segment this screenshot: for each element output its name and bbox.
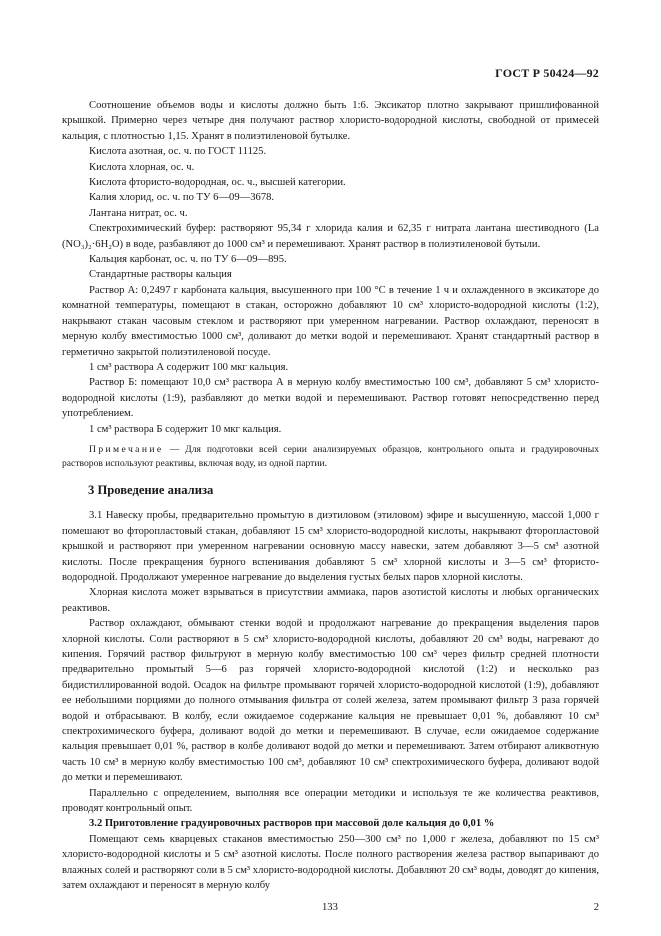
- paragraph: Спектрохимический буфер: растворяют 95,34 г хлорида калия и 62,35 г нитрата лантана шестиводного (La (NO₃)₂·6H₂O) в воде, разбавляют до 1000 см³ и перемешивают. Хранят раствор в полиэтиленовой бутыли.: [62, 223, 599, 250]
- note-text: — Для подготовки всей серии анализируемых образцов, контрольного опыта и градуировочных растворов используют реактивы, включая воду, из одной партии.: [62, 443, 599, 469]
- paragraph: 1 см³ раствора А содержит 100 мкг кальция.: [89, 361, 289, 373]
- paragraph: Раствор Б: помещают 10,0 см³ раствора А в мерную колбу вместимостью 100 см³, добавляют 5 см³ хлористо-водородной кислоты (1:9), разбавляют до метки водой и перемешивают. Раствор готовят непосредственно перед употреблением.: [62, 377, 599, 420]
- paragraph: Помещают семь кварцевых стаканов вместимостью 250—300 см³ по 1,000 г железа, добавляют по 15 см³ хлористо-водородной кислоты и 5 см³ азотной кислоты. После полного растворения железа раствор выпаривают до влажных солей и растворяют соли в 5 см³ хлористо-водородной кислоты. Добавляют 20 см³ воды, доводят до кипения, затем охлаждают и переносят в мерную колбу: [62, 833, 599, 892]
- paragraph: Хлорная кислота может взрываться в присутствии аммиака, паров азотистой кислоты и любых органических реактивов.: [62, 587, 599, 614]
- note-label: Примечание: [89, 443, 164, 455]
- paragraph: Параллельно с определением, выполняя все операции методики и используя те же количества реактивов, проводят контрольный опыт.: [62, 787, 599, 815]
- paragraph: Раствор охлаждают, обмывают стенки водой и продолжают нагревание до прекращения выделения паров хлорной кислоты. Соли растворяют в 5 см³ хлористо-водородной кислоты, добавляют 20 см³ воды, нагревают до кипения. Горячий раствор фильтруют в мерную колбу вместимостью 100 см³ через фильтр средней плотности предварительно промытый 5—6 раз горячей хлористо-водородной кислотой (1:2) и несколько раз бидистиллированной водой. Осадок на фильтре промывают горячей хлористо-водородной кислотой (1:9), добавляют ее небольшими порциями до полного отмывания фильтра от солей железа, затем промывают фильтр 3 раза горячей водой и отбрасывают. В колбу, если ожидаемое содержание кальция не превышает 0,01 %, добавляют 10 см³ спектрохимического буфера, доливают водой до метки и перемешивают. В случае, если ожидаемое содержание кальция превышает 0,01 %, раствор в колбе доливают водой до метки и перемешивают. Затем отбирают аликвотную часть 10 см³ в мерную колбу вместимостью 100 см³, добавляют 10 см³ спектрохимического буфера, доливают водой до метки и перемешивают.: [62, 618, 599, 784]
- reagent-item: Кислота фтористо-водородная, ос. ч., высшей категории.: [89, 177, 346, 189]
- reagent-item: Кальция карбонат, ос. ч. по ТУ 6—09—895.: [89, 254, 287, 266]
- paragraph-heading: Стандартные растворы кальция: [89, 269, 232, 281]
- page-number: 133: [322, 902, 338, 913]
- paragraph: 3.1 Навеску пробы, предварительно промытую в диэтиловом (этиловом) эфире и высушенную, массой 1,000 г помешают во фторопластовый стакан, добавляют 15 см³ хлористо-водородной кислоты, накрывают фторопластовой крышкой и растворяют при умеренном нагревании основную массу навески, затем добавляют 3—5 см³ азотной кислоты. После прекращения бурного вспенивания добавляют 5 см³ хлорной кислоты и 3—5 см³ фтористо-водородной. Продолжают умеренное нагревание до выделения густых белых паров хлорной кислоты.: [62, 510, 599, 583]
- document-body: [62, 98, 599, 894]
- note: [62, 443, 599, 471]
- standard-code: ГОСТ Р 50424—92: [495, 66, 599, 80]
- paragraph: 1 см³ раствора Б содержит 10 мкг кальция.: [89, 423, 282, 435]
- subsection-title: 3.2 Приготовление градуировочных растворов при массовой доле кальция до 0,01 %: [89, 818, 495, 830]
- paragraph: Соотношение объемов воды и кислоты должно быть 1:6. Эксикатор плотно закрывают пришлифованной крышкой. Примерно через четыре дня получают раствор хлористо-водородной кислоты, свободной от примесей кальция, с плотностью 1,15. Хранят в полиэтиленовой бутылке.: [62, 100, 599, 142]
- paragraph: Раствор А: 0,2497 г карбоната кальция, высушенного при 100 °С в течение 1 ч и охлажденного в эксикаторе до комнатной температуры, помещают в стакан, осторожно добавляют 10 см³ хлористо-водородной кислоты (1:2), накрывают стакан часовым стеклом и растворяют при умеренном нагревании. Раствор охлаждают, переносят в мерную колбу вместимостью 1000 см³, доливают до метки водой и перемешивают. Хранят стандартный раствор в герметично закрытой полиэтиленовой посуде.: [62, 284, 599, 358]
- sheet-number: 2: [593, 902, 599, 913]
- reagent-item: Лантана нитрат, ос. ч.: [89, 207, 188, 219]
- reagent-item: Калия хлорид, ос. ч. по ТУ 6—09—3678.: [89, 192, 275, 204]
- reagent-item: Кислота азотная, ос. ч. по ГОСТ 11125.: [89, 146, 267, 158]
- section-title: 3 Проведение анализа: [88, 482, 214, 497]
- reagent-item: Кислота хлорная, ос. ч.: [89, 161, 195, 173]
